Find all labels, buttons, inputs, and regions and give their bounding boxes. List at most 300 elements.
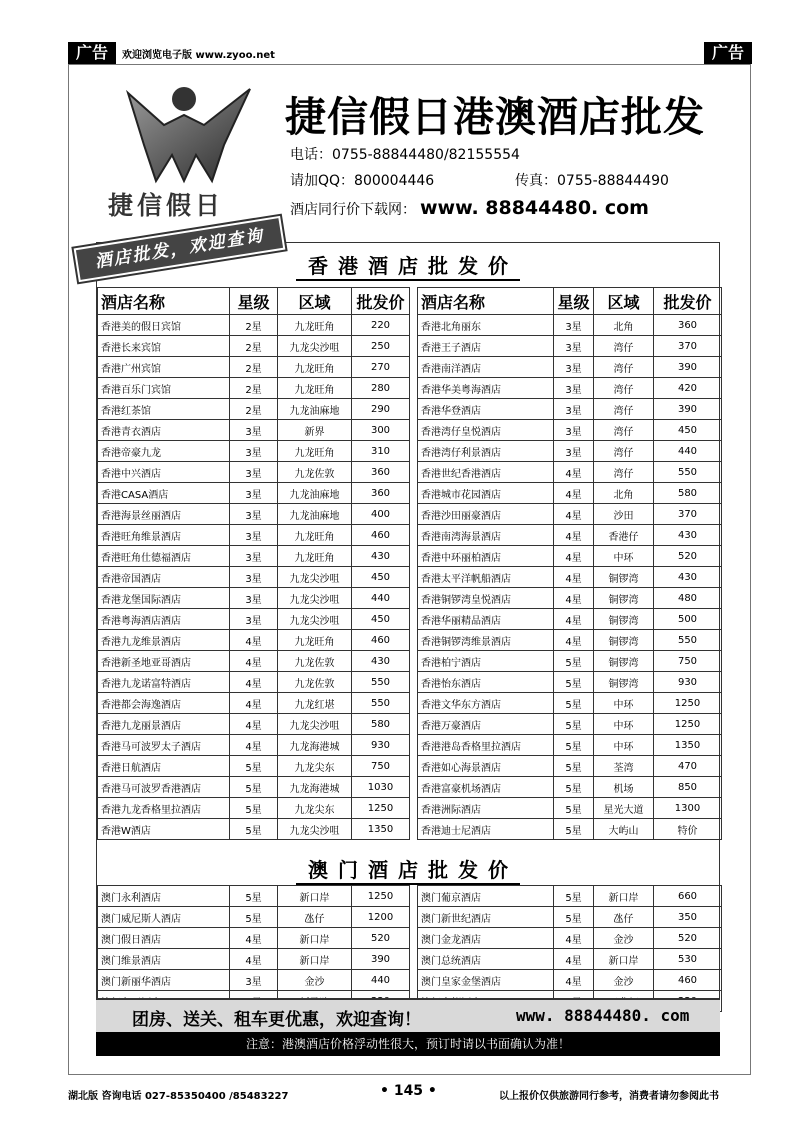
district-cell: 九龙旺角 <box>278 525 352 546</box>
price-cell: 460 <box>352 630 410 651</box>
district-cell: 香港仔 <box>594 525 654 546</box>
district-cell: 湾仔 <box>594 336 654 357</box>
promo-url[interactable]: www. 88844480. com <box>516 1006 690 1025</box>
footer-disclaimer: 以上报价仅供旅游同行参考，消费者请勿参阅此书 <box>499 1091 719 1102</box>
hotel-name-cell: 澳门皇家金堡酒店 <box>418 970 554 991</box>
footer-contact: 湖北版 咨询电话 027-85350400 /85483227 <box>68 1091 289 1102</box>
hotel-name-cell: 香港文华东方酒店 <box>418 693 554 714</box>
district-cell: 九龙旺角 <box>278 630 352 651</box>
star-rating-cell: 5星 <box>554 798 594 819</box>
hotel-name-cell: 香港南湾海景酒店 <box>418 525 554 546</box>
column-header: 区域 <box>278 288 352 315</box>
star-rating-cell: 4星 <box>554 588 594 609</box>
price-cell: 360 <box>352 462 410 483</box>
star-rating-cell: 4星 <box>554 630 594 651</box>
star-rating-cell: 5星 <box>554 735 594 756</box>
table-row <box>418 630 722 651</box>
table-row <box>418 546 722 567</box>
star-rating-cell: 3星 <box>554 336 594 357</box>
table-row <box>418 399 722 420</box>
table-row <box>98 819 410 840</box>
star-rating-cell: 4星 <box>554 546 594 567</box>
district-cell: 新口岸 <box>278 886 352 907</box>
price-cell: 350 <box>654 907 722 928</box>
hotel-name-cell: 香港港岛香格里拉酒店 <box>418 735 554 756</box>
hotel-name-cell: 香港华丽精品酒店 <box>418 609 554 630</box>
table-row <box>418 693 722 714</box>
hotel-name-cell: 香港湾仔利景酒店 <box>418 441 554 462</box>
table-row <box>418 777 722 798</box>
star-rating-cell: 4星 <box>554 504 594 525</box>
price-cell: 480 <box>654 588 722 609</box>
download-line <box>290 197 649 219</box>
hotel-name-cell: 香港迪士尼酒店 <box>418 819 554 840</box>
table-row <box>418 949 722 970</box>
district-cell: 金沙 <box>594 928 654 949</box>
hotel-name-cell: 香港洲际酒店 <box>418 798 554 819</box>
star-rating-cell: 4星 <box>554 462 594 483</box>
hotel-name-cell: 香港龙堡国际酒店 <box>98 588 230 609</box>
district-cell: 中环 <box>594 693 654 714</box>
hotel-name-cell: 香港王子酒店 <box>418 336 554 357</box>
price-cell: 580 <box>352 714 410 735</box>
table-row <box>98 357 410 378</box>
star-rating-cell: 3星 <box>230 462 278 483</box>
star-rating-cell: 2星 <box>230 357 278 378</box>
district-cell: 九龙海港城 <box>278 777 352 798</box>
price-cell: 550 <box>352 672 410 693</box>
hotel-name-cell: 香港柏宁酒店 <box>418 651 554 672</box>
hotel-name-cell: 香港CASA酒店 <box>98 483 230 504</box>
table-row <box>418 525 722 546</box>
star-rating-cell: 5星 <box>554 756 594 777</box>
star-rating-cell: 4星 <box>230 693 278 714</box>
price-cell: 360 <box>654 315 722 336</box>
hotel-name-cell: 香港都会海逸酒店 <box>98 693 230 714</box>
star-rating-cell: 4星 <box>554 970 594 991</box>
hotel-name-cell: 香港湾仔皇悦酒店 <box>418 420 554 441</box>
hotel-name-cell: 香港城市花园酒店 <box>418 483 554 504</box>
price-cell: 370 <box>654 336 722 357</box>
table-row <box>418 819 722 840</box>
district-cell: 九龙尖沙咀 <box>278 567 352 588</box>
price-cell: 1250 <box>352 798 410 819</box>
star-rating-cell: 5星 <box>230 756 278 777</box>
hk-table-right <box>417 287 722 840</box>
price-cell: 1250 <box>654 714 722 735</box>
price-cell: 520 <box>654 928 722 949</box>
table-row <box>418 714 722 735</box>
hotel-name-cell: 澳门新世纪酒店 <box>418 907 554 928</box>
price-cell: 1030 <box>352 777 410 798</box>
table-row <box>418 609 722 630</box>
table-row <box>98 798 410 819</box>
star-rating-cell: 3星 <box>230 588 278 609</box>
table-row <box>418 651 722 672</box>
column-header: 星级 <box>230 288 278 315</box>
price-cell: 550 <box>654 462 722 483</box>
star-rating-cell: 4星 <box>230 928 278 949</box>
price-cell: 290 <box>352 399 410 420</box>
district-cell: 九龙油麻地 <box>278 483 352 504</box>
district-cell: 中环 <box>594 735 654 756</box>
hotel-name-cell: 香港海景丝丽酒店 <box>98 504 230 525</box>
hotel-name-cell: 香港怡东酒店 <box>418 672 554 693</box>
star-rating-cell: 3星 <box>230 525 278 546</box>
district-cell: 铜锣湾 <box>594 588 654 609</box>
district-cell: 湾仔 <box>594 399 654 420</box>
table-row <box>418 798 722 819</box>
table-row <box>98 949 410 970</box>
hotel-name-cell: 澳门总统酒店 <box>418 949 554 970</box>
price-cell: 370 <box>654 504 722 525</box>
district-cell: 铜锣湾 <box>594 630 654 651</box>
hotel-name-cell: 香港马可波罗香港酒店 <box>98 777 230 798</box>
hotel-name-cell: 香港华登酒店 <box>418 399 554 420</box>
district-cell: 铜锣湾 <box>594 567 654 588</box>
table-row <box>418 886 722 907</box>
star-rating-cell: 3星 <box>554 315 594 336</box>
hotel-name-cell: 香港太平洋帆船酒店 <box>418 567 554 588</box>
table-row <box>418 672 722 693</box>
district-cell: 九龙油麻地 <box>278 399 352 420</box>
hotel-name-cell: 香港美的假日宾馆 <box>98 315 230 336</box>
column-header: 酒店名称 <box>418 288 554 315</box>
hotel-name-cell: 香港新圣地亚哥酒店 <box>98 651 230 672</box>
price-cell: 440 <box>352 970 410 991</box>
price-cell: 1300 <box>654 798 722 819</box>
star-rating-cell: 3星 <box>554 357 594 378</box>
download-url[interactable]: www. 88844480. com <box>420 197 649 219</box>
qq-line: 请加QQ：800004446 <box>290 173 435 189</box>
table-row <box>98 567 410 588</box>
district-cell: 九龙海港城 <box>278 735 352 756</box>
district-cell: 新口岸 <box>278 949 352 970</box>
table-row <box>418 756 722 777</box>
price-cell: 220 <box>352 315 410 336</box>
district-cell: 九龙尖沙咀 <box>278 588 352 609</box>
price-cell: 430 <box>352 546 410 567</box>
price-cell: 390 <box>654 357 722 378</box>
table-row <box>418 567 722 588</box>
star-rating-cell: 3星 <box>230 609 278 630</box>
star-rating-cell: 3星 <box>554 420 594 441</box>
district-cell: 九龙尖沙咀 <box>278 609 352 630</box>
table-row <box>98 462 410 483</box>
hotel-name-cell: 香港青衣酒店 <box>98 420 230 441</box>
hotel-name-cell: 香港九龙丽景酒店 <box>98 714 230 735</box>
district-cell: 沙田 <box>594 504 654 525</box>
column-header: 酒店名称 <box>98 288 230 315</box>
table-row <box>98 420 410 441</box>
star-rating-cell: 5星 <box>554 886 594 907</box>
table-row <box>98 315 410 336</box>
hotel-name-cell: 香港红茶馆 <box>98 399 230 420</box>
table-row <box>418 735 722 756</box>
price-cell: 850 <box>654 777 722 798</box>
star-rating-cell: 4星 <box>554 928 594 949</box>
district-cell: 铜锣湾 <box>594 609 654 630</box>
brand-title: 捷信假日港澳酒店批发 <box>285 93 705 141</box>
district-cell: 铜锣湾 <box>594 672 654 693</box>
hotel-name-cell: 香港马可波罗太子酒店 <box>98 735 230 756</box>
district-cell: 九龙旺角 <box>278 546 352 567</box>
price-cell: 特价 <box>654 819 722 840</box>
district-cell: 九龙尖东 <box>278 756 352 777</box>
price-cell: 470 <box>654 756 722 777</box>
hotel-name-cell: 香港南洋酒店 <box>418 357 554 378</box>
column-header: 批发价 <box>352 288 410 315</box>
column-header: 星级 <box>554 288 594 315</box>
table-row <box>98 886 410 907</box>
download-label: 酒店同行价下载网： <box>290 202 416 218</box>
hotel-name-cell: 香港日航酒店 <box>98 756 230 777</box>
table-row <box>98 588 410 609</box>
price-cell: 270 <box>352 357 410 378</box>
table-row <box>98 336 410 357</box>
star-rating-cell: 5星 <box>554 777 594 798</box>
district-cell: 氹仔 <box>278 907 352 928</box>
district-cell: 九龙旺角 <box>278 357 352 378</box>
district-cell: 九龙尖沙咀 <box>278 336 352 357</box>
price-cell: 1200 <box>352 907 410 928</box>
table-row <box>418 504 722 525</box>
district-cell: 九龙尖沙咀 <box>278 714 352 735</box>
price-cell: 530 <box>654 949 722 970</box>
table-row <box>98 777 410 798</box>
price-cell: 430 <box>654 567 722 588</box>
star-rating-cell: 4星 <box>554 567 594 588</box>
table-row <box>98 378 410 399</box>
price-cell: 450 <box>352 567 410 588</box>
logo-head-shape <box>172 87 196 111</box>
hotel-name-cell: 澳门维景酒店 <box>98 949 230 970</box>
hotel-name-cell: 澳门假日酒店 <box>98 928 230 949</box>
table-row <box>418 315 722 336</box>
price-cell: 310 <box>352 441 410 462</box>
price-cell: 400 <box>352 504 410 525</box>
price-cell: 1250 <box>654 693 722 714</box>
table-row <box>98 399 410 420</box>
district-cell: 九龙油麻地 <box>278 504 352 525</box>
district-cell: 星光大道 <box>594 798 654 819</box>
hotel-name-cell: 香港万豪酒店 <box>418 714 554 735</box>
hotel-name-cell: 香港九龙维景酒店 <box>98 630 230 651</box>
district-cell: 中环 <box>594 546 654 567</box>
table-row <box>98 714 410 735</box>
district-cell: 荃湾 <box>594 756 654 777</box>
table-row <box>98 441 410 462</box>
hotel-name-cell: 香港旺角维景酒店 <box>98 525 230 546</box>
table-row <box>98 970 410 991</box>
price-cell: 430 <box>654 525 722 546</box>
hotel-name-cell: 香港如心海景酒店 <box>418 756 554 777</box>
district-cell: 九龙旺角 <box>278 378 352 399</box>
hotel-name-cell: 香港铜锣湾皇悦酒店 <box>418 588 554 609</box>
hotel-name-cell: 香港富豪机场酒店 <box>418 777 554 798</box>
price-cell: 500 <box>654 609 722 630</box>
district-cell: 九龙尖沙咀 <box>278 819 352 840</box>
district-cell: 金沙 <box>594 970 654 991</box>
price-cell: 280 <box>352 378 410 399</box>
hotel-name-cell: 香港中兴酒店 <box>98 462 230 483</box>
table-row <box>98 504 410 525</box>
price-cell: 930 <box>352 735 410 756</box>
table-row <box>418 928 722 949</box>
district-cell: 九龙尖东 <box>278 798 352 819</box>
column-header: 批发价 <box>654 288 722 315</box>
star-rating-cell: 4星 <box>230 630 278 651</box>
hotel-name-cell: 澳门葡京酒店 <box>418 886 554 907</box>
hotel-name-cell: 香港W酒店 <box>98 819 230 840</box>
district-cell: 机场 <box>594 777 654 798</box>
price-cell: 550 <box>654 630 722 651</box>
price-cell: 450 <box>352 609 410 630</box>
district-cell: 北角 <box>594 483 654 504</box>
district-cell: 九龙佐敦 <box>278 672 352 693</box>
price-cell: 390 <box>654 399 722 420</box>
price-cell: 360 <box>352 483 410 504</box>
district-cell: 九龙旺角 <box>278 441 352 462</box>
district-cell: 大屿山 <box>594 819 654 840</box>
hotel-name-cell: 澳门新丽华酒店 <box>98 970 230 991</box>
star-rating-cell: 4星 <box>230 735 278 756</box>
price-cell: 520 <box>654 546 722 567</box>
phone-line: 电话：0755-88844480/82155554 <box>290 147 520 163</box>
table-row <box>98 651 410 672</box>
hotel-name-cell: 香港铜锣湾维景酒店 <box>418 630 554 651</box>
star-rating-cell: 3星 <box>230 441 278 462</box>
table-row <box>98 483 410 504</box>
table-row <box>418 357 722 378</box>
header-row <box>98 288 410 315</box>
price-cell: 1250 <box>352 886 410 907</box>
table-row <box>98 525 410 546</box>
table-row <box>418 378 722 399</box>
price-cell: 300 <box>352 420 410 441</box>
table-row <box>418 336 722 357</box>
price-cell: 660 <box>654 886 722 907</box>
price-cell: 440 <box>352 588 410 609</box>
hotel-name-cell: 香港长来宾馆 <box>98 336 230 357</box>
notice-bar: 注意：港澳酒店价格浮动性很大，预订时请以书面确认为准！ <box>96 1032 720 1056</box>
price-cell: 580 <box>654 483 722 504</box>
district-cell: 九龙旺角 <box>278 315 352 336</box>
price-cell: 520 <box>352 928 410 949</box>
star-rating-cell: 5星 <box>554 651 594 672</box>
fax-line: 传真：0755-88844490 <box>515 173 669 189</box>
star-rating-cell: 2星 <box>230 336 278 357</box>
star-rating-cell: 5星 <box>230 907 278 928</box>
star-rating-cell: 5星 <box>554 693 594 714</box>
district-cell: 湾仔 <box>594 420 654 441</box>
header-row <box>418 288 722 315</box>
star-rating-cell: 3星 <box>230 546 278 567</box>
hotel-name-cell: 香港北角丽东 <box>418 315 554 336</box>
district-cell: 湾仔 <box>594 357 654 378</box>
hotel-name-cell: 香港帝豪九龙 <box>98 441 230 462</box>
district-cell: 九龙佐敦 <box>278 462 352 483</box>
star-rating-cell: 5星 <box>230 819 278 840</box>
hotel-name-cell: 香港帝国酒店 <box>98 567 230 588</box>
hotel-name-cell: 香港百乐门宾馆 <box>98 378 230 399</box>
table-row <box>98 693 410 714</box>
star-rating-cell: 4星 <box>554 609 594 630</box>
promo-text: 团房、送关、租车更优惠，欢迎查询！ <box>132 1010 421 1030</box>
promo-ribbon: 酒店批发，欢迎查询 <box>74 216 286 282</box>
district-cell: 湾仔 <box>594 462 654 483</box>
price-cell: 460 <box>654 970 722 991</box>
table-row <box>98 630 410 651</box>
district-cell: 九龙红堪 <box>278 693 352 714</box>
district-cell: 湾仔 <box>594 378 654 399</box>
district-cell: 新口岸 <box>594 949 654 970</box>
star-rating-cell: 2星 <box>230 315 278 336</box>
hk-table-left <box>97 287 410 840</box>
hotel-name-cell: 澳门永利酒店 <box>98 886 230 907</box>
price-cell: 420 <box>654 378 722 399</box>
district-cell: 金沙 <box>278 970 352 991</box>
hotel-name-cell: 香港华美粤海酒店 <box>418 378 554 399</box>
star-rating-cell: 5星 <box>230 886 278 907</box>
price-cell: 460 <box>352 525 410 546</box>
price-cell: 440 <box>654 441 722 462</box>
district-cell: 北角 <box>594 315 654 336</box>
table-row <box>98 672 410 693</box>
star-rating-cell: 3星 <box>230 970 278 991</box>
district-cell: 铜锣湾 <box>594 651 654 672</box>
price-cell: 750 <box>654 651 722 672</box>
star-rating-cell: 5星 <box>230 798 278 819</box>
hotel-name-cell: 香港粤海酒店酒店 <box>98 609 230 630</box>
hotel-name-cell: 香港中环丽柏酒店 <box>418 546 554 567</box>
price-cell: 430 <box>352 651 410 672</box>
district-cell: 氹仔 <box>594 907 654 928</box>
table-row <box>418 970 722 991</box>
table-row <box>418 462 722 483</box>
price-cell: 1350 <box>654 735 722 756</box>
district-cell: 新界 <box>278 420 352 441</box>
table-row <box>418 420 722 441</box>
star-rating-cell: 4星 <box>554 525 594 546</box>
district-cell: 新口岸 <box>278 928 352 949</box>
price-cell: 450 <box>654 420 722 441</box>
star-rating-cell: 2星 <box>230 378 278 399</box>
star-rating-cell: 5星 <box>554 672 594 693</box>
price-table-box <box>96 242 720 1056</box>
hotel-name-cell: 香港世纪香港酒店 <box>418 462 554 483</box>
table-row <box>98 609 410 630</box>
star-rating-cell: 5星 <box>554 907 594 928</box>
table-row <box>418 441 722 462</box>
star-rating-cell: 4星 <box>554 483 594 504</box>
star-rating-cell: 3星 <box>230 483 278 504</box>
price-cell: 1350 <box>352 819 410 840</box>
table-row <box>98 735 410 756</box>
logo-text: 捷信假日 <box>108 191 225 220</box>
promo-bar <box>96 998 720 1032</box>
table-row <box>98 907 410 928</box>
star-rating-cell: 2星 <box>230 399 278 420</box>
table-row <box>98 546 410 567</box>
table-row <box>418 483 722 504</box>
table-row <box>98 756 410 777</box>
welcome-text: 欢迎浏览电子版 www.zyoo.net <box>122 50 275 61</box>
table-row <box>418 588 722 609</box>
hotel-name-cell: 香港九龙诺富特酒店 <box>98 672 230 693</box>
star-rating-cell: 3星 <box>230 567 278 588</box>
star-rating-cell: 4星 <box>230 672 278 693</box>
